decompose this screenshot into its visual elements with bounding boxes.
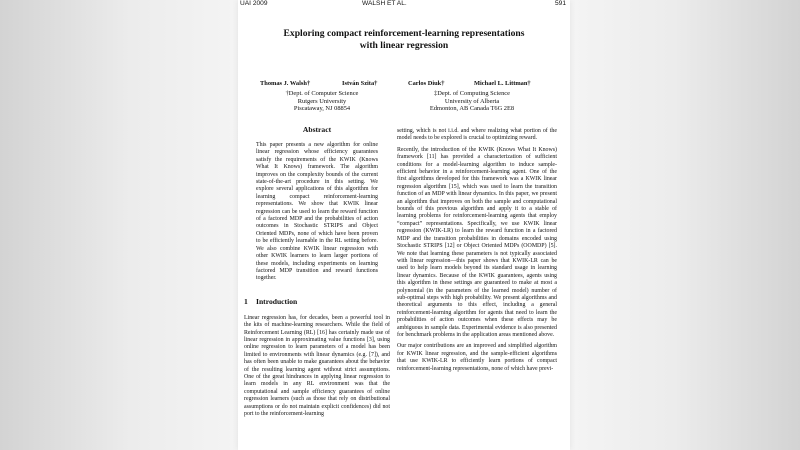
paper-title-line1: Exploring compact reinforcement-learning representations [283, 28, 525, 39]
author-name: Michael L. Littman† [474, 80, 531, 87]
affiliation-line: †Dept. of Computer Science [285, 90, 359, 97]
section-heading [244, 297, 390, 306]
abstract-heading: Abstract [302, 125, 332, 134]
author-names-right [408, 80, 536, 88]
body-paragraph: setting, which is not i.i.d. and where realizing what portion of the model needs to be explored is crucial to optimizing reward. [397, 128, 557, 142]
left-column [244, 125, 390, 422]
background-right [570, 0, 800, 450]
affiliation-line: Edmonton, AB Canada T6G 2E8 [429, 105, 515, 113]
running-header-authors: WALSH ET AL. [362, 0, 407, 7]
background-left [0, 0, 238, 450]
author-name: István Szita† [342, 80, 378, 87]
right-column [397, 128, 557, 377]
body-paragraph: Our major contributions are an improved and simplified algorithm for KWIK linear regression, and the sample-efficient algorithms that use KWIK-LR to efficiently learn portions of compact reinforcement-learning representations, none of which have previ- [397, 343, 557, 372]
section-number: 1 [244, 296, 248, 306]
body-paragraph: Recently, the introduction of the KWIK (Knows What It Knows) framework [11] has provided a characterization of sufficient conditions for a model-learning algorithm to induce sample-efficient behavior in a reinforcement-learning agent. One of the first algorithms developed for this framework was a KWIK linear regression algorithm [15], which was used to learn the transition function of an MDP with linear dynamics. In this paper, we present an algorithm that improves on both the sample and computational bounds of this previous algorithm and apply it to a stable of learning problems for reinforcement-learning agents that employ “compact” representations. Specifically, we use KWIK linear regression (KWIK-LR) to learn the reward function in a factored MDP and the transition probabilities in domains encoded using Stochastic STRIPS [12] or Object Oriented MDPs (OOMDP) [5]. We note that learning these parameters is not typically associated with linear regression—this paper shows that KWIK-LR can be used to help learn models beyond its standard usage in learning linear dynamics. Because of the KWIK guarantees, agents using this algorithm in these settings are guaranteed to make at most a polynomial (in the parameters of the learned model) number of sub-optimal steps with high probability. We present algorithms and theoretical arguments to this effect, including a general reinforcement-learning algorithm for agents that need to learn the probabilities of action outcomes when these effects may be ambiguous in sample data. Experimental evidence is also presented for benchmark problems in the application areas mentioned above. [397, 146, 557, 338]
section-title: Introduction [256, 296, 298, 306]
paper-title-line2: with linear regression [359, 40, 449, 51]
abstract-text: This paper presents a new algorithm for online linear regression whose efficiency guarantees satisfy the requirements of the KWIK (Knows What It Knows) framework. The algorithm improves on the complexity bounds of the current state-of-the-art procedure in this setting. We explore several applications of this algorithm for learning compact reinforcement-learning representations. We show that KWIK linear regression can be used to learn the reward function of a factored MDP and the probabilities of action outcomes in Stochastic STRIPS and Object Oriented MDPs, none of which have been proven to be efficiently learnable in the RL setting before. We also combine KWIK linear regression with other KWIK learners to learn larger portions of these models, including experiments on learning factored MDP transition and reward functions together. [256, 142, 378, 282]
author-block-left [260, 80, 384, 113]
affiliation-line: Piscataway, NJ 08854 [293, 105, 351, 113]
paper-title [248, 28, 560, 52]
affiliation-line: Rutgers University [297, 97, 347, 105]
author-name: Thomas J. Walsh† [260, 80, 311, 87]
author-name: Carlos Diuk† [408, 80, 445, 87]
introduction-paragraph: Linear regression has, for decades, been a powerful tool in the kits of machine-learning researchers. While the field of Reinforcement Learning (RL) [16] has certainly made use of linear regression in approximating value functions [3], using online regression to learn parameters of a model has been limited to environments with linear dynamics (e.g. [7]), and has often been unable to make guarantees about the behavior of the resulting learning agent without strict assumptions. One of the great hindrances in applying linear regression to learn models in any RL environment was that the computational and sample efficiency guarantees of online regression learners (such as those that rely on distributional assumptions or do not maintain explicit confidences) did not port to the reinforcement-learning [244, 314, 390, 417]
affiliation-line: ‡Dept. of Computing Science [434, 90, 510, 97]
author-names-left [260, 80, 384, 88]
page-number: 591 [554, 0, 566, 7]
running-header [240, 0, 570, 10]
running-header-venue: UAI 2009 [240, 0, 268, 7]
affiliation-line: University of Alberta [444, 97, 500, 105]
author-block-right [408, 80, 536, 113]
